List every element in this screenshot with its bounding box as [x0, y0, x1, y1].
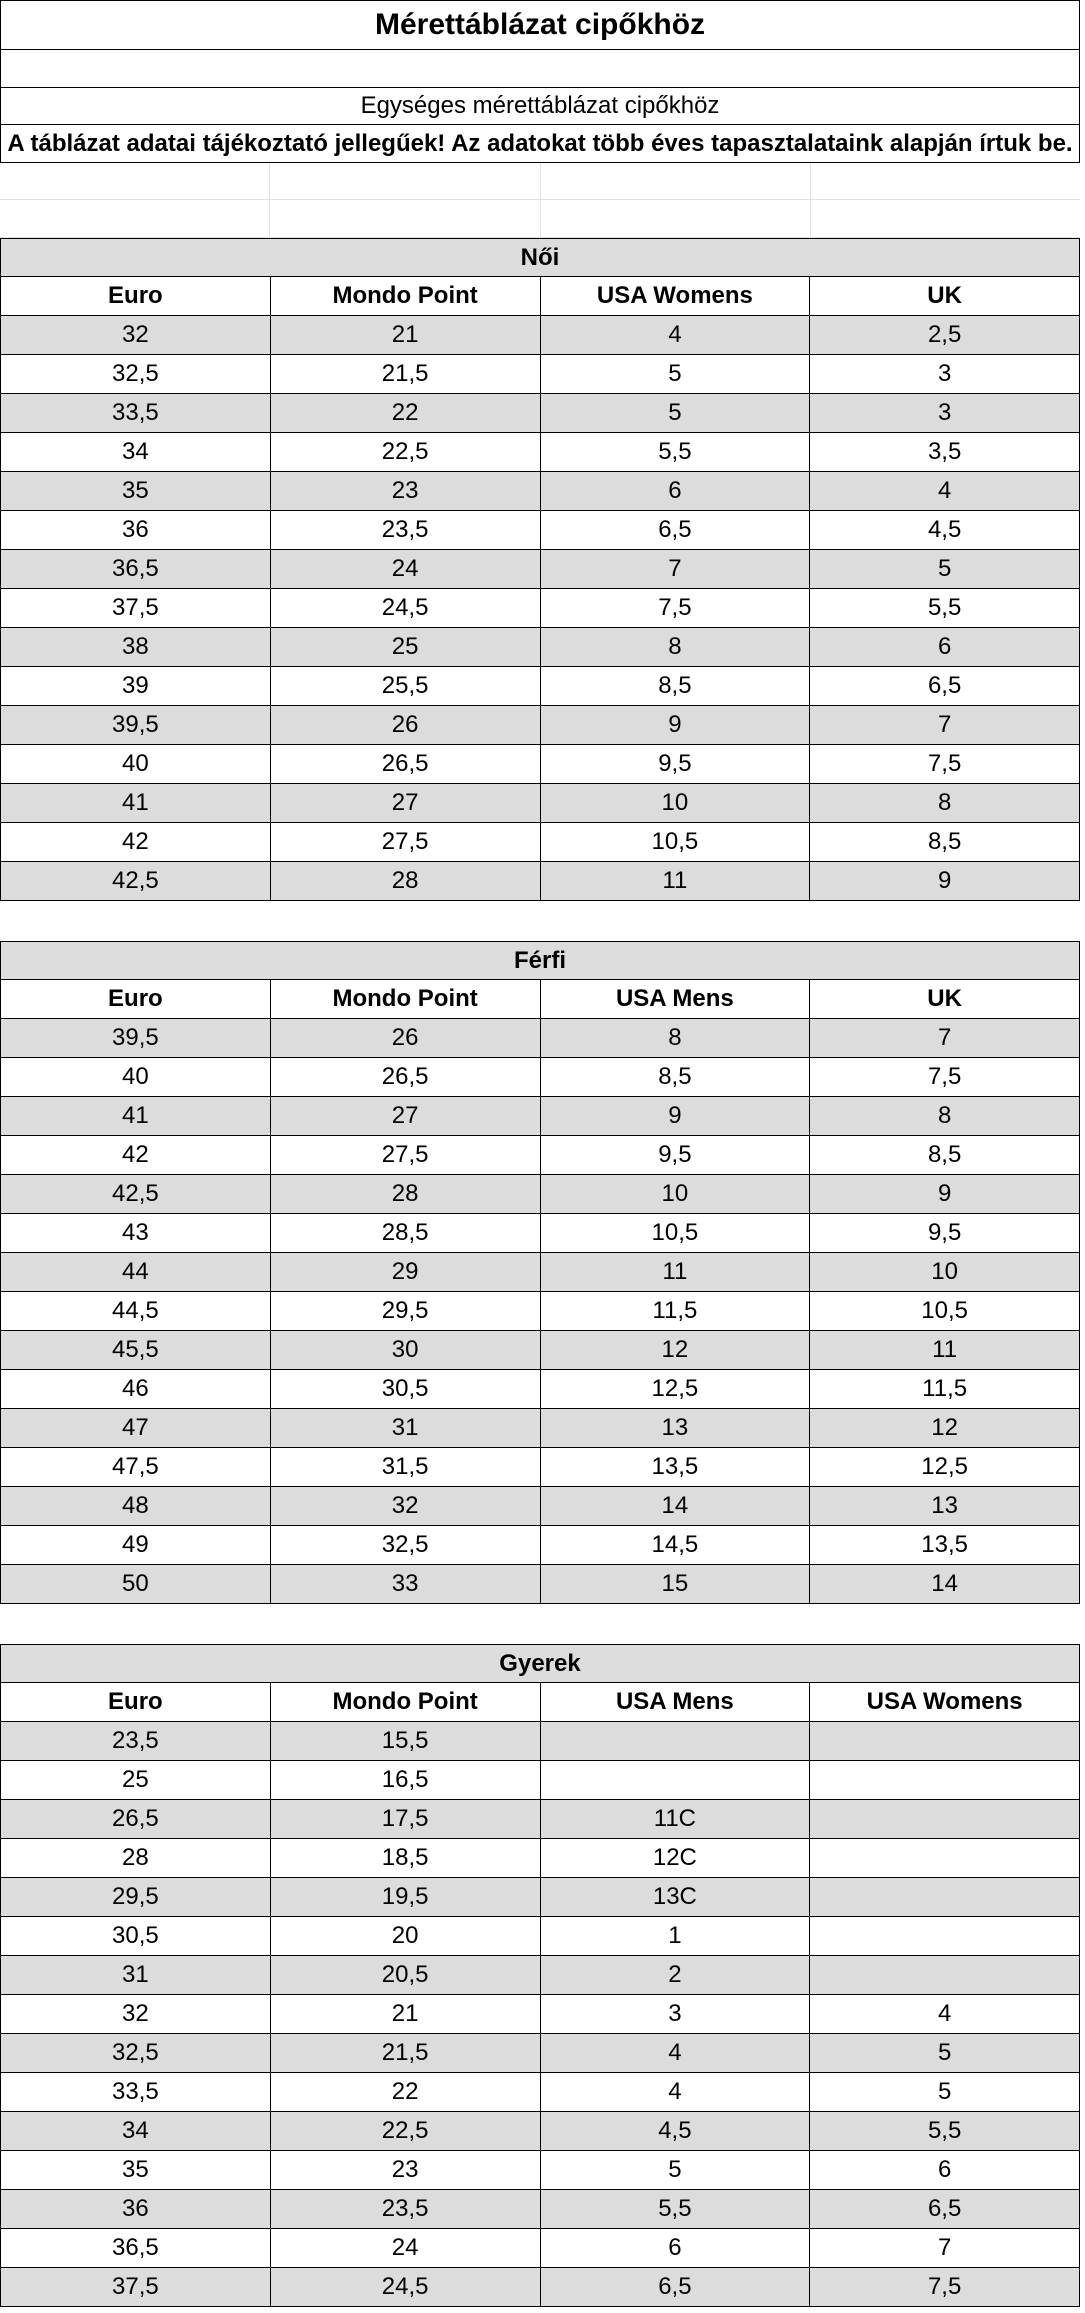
table-row [0, 2268, 1080, 2307]
table-cell: 2,5 [927, 321, 962, 348]
table-cell: 15 [541, 1565, 811, 1603]
column-header-row [0, 980, 1080, 1019]
table-cell: 22 [271, 394, 541, 432]
table-cell: 24,5 [271, 589, 541, 627]
table-row [0, 433, 1080, 472]
table-row [0, 1839, 1080, 1878]
table-cell: 5 [937, 555, 952, 582]
table-cell: 3 [937, 399, 952, 426]
table-cell: 25 [271, 628, 541, 666]
table-row [0, 1370, 1080, 1409]
table-cell: 5 [937, 2039, 952, 2066]
table-cell: 8,5 [541, 1058, 811, 1096]
table-row [0, 472, 1080, 511]
table-cell: 42 [1, 823, 271, 861]
table-cell: 34 [1, 433, 271, 471]
table-cell: 10,5 [541, 823, 811, 861]
table-row [0, 2112, 1080, 2151]
table-cell: 23,5 [271, 2190, 541, 2228]
table-row [0, 550, 1080, 589]
table-cell: 11C [541, 1800, 811, 1838]
table-cell: 33,5 [1, 394, 271, 432]
table-cell: 37,5 [1, 589, 271, 627]
table-row [0, 1058, 1080, 1097]
table-cell: 23,5 [1, 1722, 271, 1760]
table-cell: 3,5 [927, 438, 962, 465]
table-row [0, 511, 1080, 550]
table-cell: 12,5 [921, 1453, 968, 1480]
table-row [0, 1253, 1080, 1292]
table-cell: 14,5 [541, 1526, 811, 1564]
column-header: UK [927, 282, 962, 309]
table-row [0, 628, 1080, 667]
table-cell: 47,5 [1, 1448, 271, 1486]
table-cell: 4,5 [927, 516, 962, 543]
table-cell: 4 [541, 2073, 811, 2111]
table-cell: 8,5 [927, 828, 962, 855]
table-row [0, 1409, 1080, 1448]
section-title: Gyerek [0, 1644, 1080, 1683]
table-cell: 26 [271, 1019, 541, 1057]
table-cell: 39,5 [1, 1019, 271, 1057]
table-row [0, 667, 1080, 706]
table-cell: 5,5 [927, 594, 962, 621]
table-cell: 28 [1, 1839, 271, 1877]
table-cell: 27,5 [271, 823, 541, 861]
table-cell: 31 [1, 1956, 271, 1994]
table-cell: 44 [1, 1253, 271, 1291]
table-cell: 7,5 [927, 2273, 962, 2300]
column-header-row [0, 277, 1080, 316]
column-header: Mondo Point [271, 1683, 541, 1721]
table-row [0, 1214, 1080, 1253]
table-cell: 24 [271, 2229, 541, 2267]
table-cell: 10 [541, 784, 811, 822]
table-cell: 14 [931, 1570, 958, 1597]
table-cell: 39,5 [1, 706, 271, 744]
table-row [0, 589, 1080, 628]
table-cell: 32,5 [1, 2034, 271, 2072]
table-row [0, 316, 1080, 355]
table-cell: 3 [937, 360, 952, 387]
table-row [0, 394, 1080, 433]
table-cell: 21 [271, 1995, 541, 2033]
table-cell: 26,5 [271, 1058, 541, 1096]
table-cell: 14 [541, 1487, 811, 1525]
table-cell: 46 [1, 1370, 271, 1408]
section-spacer [0, 901, 1080, 941]
table-cell: 49 [1, 1526, 271, 1564]
table-cell: 16,5 [271, 1761, 541, 1799]
table-cell: 35 [1, 472, 271, 510]
table-cell: 25 [1, 1761, 271, 1799]
table-cell: 39 [1, 667, 271, 705]
column-header: Mondo Point [271, 980, 541, 1018]
table-row [0, 745, 1080, 784]
table-cell: 7 [541, 550, 811, 588]
disclaimer-note: A táblázat adatai tájékoztató jellegűek! Az adatokat több éves tapasztalataink alapján írtuk be. [0, 125, 1080, 163]
table-row [0, 1917, 1080, 1956]
size-tables [0, 238, 1080, 2307]
table-row [0, 1097, 1080, 1136]
table-cell: 8,5 [927, 1141, 962, 1168]
table-cell: 27 [271, 1097, 541, 1135]
table-cell: 9,5 [927, 1219, 962, 1246]
table-cell: 7 [937, 711, 952, 738]
table-cell: 23 [271, 472, 541, 510]
table-cell [810, 1956, 1079, 1994]
table-cell: 24 [271, 550, 541, 588]
table-cell: 26 [271, 706, 541, 744]
table-cell: 5,5 [541, 2190, 811, 2228]
table-cell: 10 [541, 1175, 811, 1213]
column-header: USA Womens [541, 277, 811, 315]
table-cell: 3 [541, 1995, 811, 2033]
table-cell: 11 [541, 1253, 811, 1291]
table-cell: 28 [271, 862, 541, 900]
table-cell: 33 [271, 1565, 541, 1603]
section-title: Női [0, 238, 1080, 277]
table-cell: 42 [1, 1136, 271, 1174]
table-row [0, 355, 1080, 394]
column-header: USA Mens [541, 980, 811, 1018]
table-cell: 5,5 [927, 2117, 962, 2144]
table-cell: 13,5 [921, 1531, 968, 1558]
table-row [0, 2151, 1080, 2190]
table-row [0, 784, 1080, 823]
table-cell: 12 [931, 1414, 958, 1441]
table-cell: 13,5 [541, 1448, 811, 1486]
table-row [0, 1175, 1080, 1214]
table-row [0, 1565, 1080, 1604]
table-cell: 29,5 [1, 1878, 271, 1916]
table-cell: 19,5 [271, 1878, 541, 1916]
table-cell: 6,5 [927, 2195, 962, 2222]
table-cell: 23 [271, 2151, 541, 2189]
blank-grid-row [0, 200, 1080, 238]
table-cell: 32 [1, 316, 271, 354]
table-cell: 8 [541, 1019, 811, 1057]
table-cell: 29 [271, 1253, 541, 1291]
column-header: Euro [1, 1683, 271, 1721]
table-row [0, 1800, 1080, 1839]
table-cell: 11,5 [922, 1375, 968, 1402]
table-cell: 8 [541, 628, 811, 666]
table-cell: 9 [937, 1180, 952, 1207]
section-spacer [0, 1604, 1080, 1644]
table-row [0, 862, 1080, 901]
table-cell: 31 [271, 1409, 541, 1447]
blank-grid-row [0, 163, 1080, 200]
table-cell: 2 [541, 1956, 811, 1994]
table-cell: 13 [931, 1492, 958, 1519]
table-cell: 4 [541, 316, 811, 354]
table-cell: 7,5 [927, 750, 962, 777]
table-cell: 36,5 [1, 550, 271, 588]
table-cell: 10,5 [921, 1297, 968, 1324]
table-row [0, 1526, 1080, 1565]
table-cell: 25,5 [271, 667, 541, 705]
table-row [0, 2190, 1080, 2229]
table-cell: 6,5 [541, 2268, 811, 2306]
table-cell: 41 [1, 784, 271, 822]
subtitle: Egységes mérettáblázat cipőkhöz [0, 88, 1080, 125]
table-row [0, 706, 1080, 745]
table-cell: 21,5 [271, 2034, 541, 2072]
table-cell: 30,5 [271, 1370, 541, 1408]
table-cell [810, 1917, 1079, 1955]
column-header: Mondo Point [271, 277, 541, 315]
table-row [0, 2229, 1080, 2268]
table-cell: 27 [271, 784, 541, 822]
table-cell: 6 [937, 2156, 952, 2183]
table-cell: 36,5 [1, 2229, 271, 2267]
table-cell [541, 1722, 811, 1760]
table-cell: 4,5 [541, 2112, 811, 2150]
table-cell: 5,5 [541, 433, 811, 471]
table-cell: 10 [931, 1258, 958, 1285]
column-header: UK [927, 985, 962, 1012]
table-cell [810, 1839, 1079, 1877]
table-cell: 50 [1, 1565, 271, 1603]
table-cell: 6,5 [541, 511, 811, 549]
page-title: Mérettáblázat cipőkhöz [0, 0, 1080, 50]
section-title: Férfi [0, 941, 1080, 980]
table-row [0, 2034, 1080, 2073]
table-cell: 15,5 [271, 1722, 541, 1760]
table-cell: 6 [541, 2229, 811, 2267]
table-cell: 11 [932, 1336, 958, 1363]
table-cell: 13C [541, 1878, 811, 1916]
table-cell: 36 [1, 2190, 271, 2228]
table-cell: 26,5 [271, 745, 541, 783]
table-row [0, 1487, 1080, 1526]
table-cell: 28 [271, 1175, 541, 1213]
table-cell [810, 1761, 1079, 1799]
table-cell: 17,5 [271, 1800, 541, 1838]
table-cell: 5 [541, 2151, 811, 2189]
table-row [0, 1878, 1080, 1917]
column-header: Euro [1, 277, 271, 315]
table-cell: 23,5 [271, 511, 541, 549]
table-cell: 37,5 [1, 2268, 271, 2306]
table-cell: 22 [271, 2073, 541, 2111]
table-row [0, 823, 1080, 862]
table-cell: 5 [541, 355, 811, 393]
table-cell: 6 [541, 472, 811, 510]
table-cell [810, 1878, 1079, 1916]
table-cell: 20 [271, 1917, 541, 1955]
table-cell: 8 [937, 789, 952, 816]
table-cell [810, 1800, 1079, 1838]
table-cell: 9,5 [541, 1136, 811, 1174]
table-cell: 26,5 [1, 1800, 271, 1838]
table-cell: 9,5 [541, 745, 811, 783]
table-cell: 38 [1, 628, 271, 666]
table-cell: 4 [937, 2000, 952, 2027]
table-cell: 32,5 [271, 1526, 541, 1564]
table-cell: 7,5 [927, 1063, 962, 1090]
table-cell: 20,5 [271, 1956, 541, 1994]
table-cell: 41 [1, 1097, 271, 1135]
table-cell: 9 [541, 1097, 811, 1135]
table-row [0, 1292, 1080, 1331]
table-cell: 12 [541, 1331, 811, 1369]
table-cell: 42,5 [1, 862, 271, 900]
table-cell: 22,5 [271, 2112, 541, 2150]
table-cell: 44,5 [1, 1292, 271, 1330]
table-cell: 18,5 [271, 1839, 541, 1877]
table-cell: 34 [1, 2112, 271, 2150]
table-cell: 11 [541, 862, 811, 900]
table-cell: 42,5 [1, 1175, 271, 1213]
table-cell: 8,5 [541, 667, 811, 705]
table-cell: 29,5 [271, 1292, 541, 1330]
table-cell: 7 [937, 1024, 952, 1051]
table-cell: 13 [541, 1409, 811, 1447]
column-header: USA Womens [866, 1688, 1023, 1715]
table-cell: 31,5 [271, 1448, 541, 1486]
table-cell: 8 [937, 1102, 952, 1129]
table-cell [541, 1761, 811, 1799]
table-cell: 48 [1, 1487, 271, 1525]
table-cell: 30,5 [1, 1917, 271, 1955]
table-cell: 21,5 [271, 355, 541, 393]
table-cell: 4 [541, 2034, 811, 2072]
table-cell: 33,5 [1, 2073, 271, 2111]
table-cell: 32 [1, 1995, 271, 2033]
table-cell: 11,5 [541, 1292, 811, 1330]
table-cell: 5 [937, 2078, 952, 2105]
table-row [0, 1019, 1080, 1058]
table-cell: 10,5 [541, 1214, 811, 1252]
table-row [0, 1722, 1080, 1761]
table-cell: 32,5 [1, 355, 271, 393]
table-cell: 47 [1, 1409, 271, 1447]
table-row [0, 1995, 1080, 2034]
table-cell: 6 [937, 633, 952, 660]
table-cell: 36 [1, 511, 271, 549]
table-row [0, 1761, 1080, 1800]
table-cell: 1 [541, 1917, 811, 1955]
table-cell: 7,5 [541, 589, 811, 627]
table-cell: 35 [1, 2151, 271, 2189]
table-row [0, 1448, 1080, 1487]
column-header: USA Mens [541, 1683, 811, 1721]
table-cell: 9 [937, 867, 952, 894]
table-row [0, 1136, 1080, 1175]
table-cell: 24,5 [271, 2268, 541, 2306]
table-cell: 40 [1, 1058, 271, 1096]
table-cell: 28,5 [271, 1214, 541, 1252]
table-cell: 21 [271, 316, 541, 354]
table-row [0, 1956, 1080, 1995]
table-cell: 5 [541, 394, 811, 432]
table-cell: 9 [541, 706, 811, 744]
table-cell: 6,5 [927, 672, 962, 699]
table-cell: 12,5 [541, 1370, 811, 1408]
table-cell: 40 [1, 745, 271, 783]
table-cell: 30 [271, 1331, 541, 1369]
table-cell: 7 [937, 2234, 952, 2261]
column-header-row [0, 1683, 1080, 1722]
table-cell: 43 [1, 1214, 271, 1252]
column-header: Euro [1, 980, 271, 1018]
table-row [0, 1331, 1080, 1370]
table-cell: 4 [937, 477, 952, 504]
table-cell [810, 1722, 1079, 1760]
table-cell: 45,5 [1, 1331, 271, 1369]
table-cell: 22,5 [271, 433, 541, 471]
table-cell: 32 [271, 1487, 541, 1525]
table-row [0, 2073, 1080, 2112]
table-cell: 12C [541, 1839, 811, 1877]
table-cell: 27,5 [271, 1136, 541, 1174]
empty-row [0, 50, 1080, 88]
